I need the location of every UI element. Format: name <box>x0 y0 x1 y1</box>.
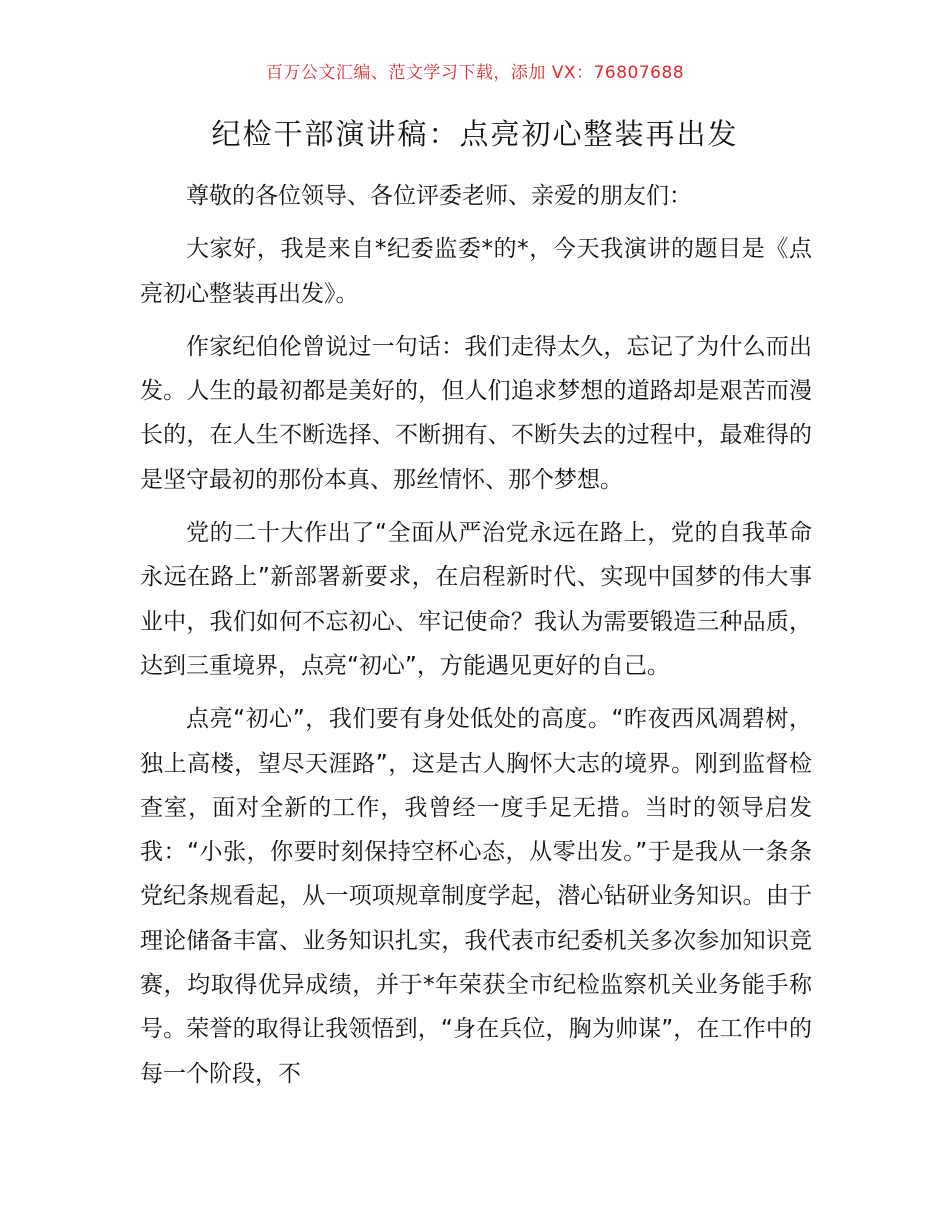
paragraph-quote-gibran: 作家纪伯伦曾说过一句话：我们走得太久，忘记了为什么而出发。人生的最初都是美好的，但人们追求梦想的道路却是艰苦而漫长的，在人生不断选择、不断拥有、不断失去的过程中，最难得的是坚守最初的那份本真、那丝情怀、那个梦想。 <box>140 333 812 493</box>
document-title: 纪检干部演讲稿：点亮初心整装再出发 <box>211 117 739 151</box>
paragraph-party-congress: 党的二十大作出了“全面从严治党永远在路上，党的自我革命永远在路上”新部署新要求，在启程新时代、实现中国梦的伟大事业中，我们如何不忘初心、牢记使命？我认为需要锻造三种品质，达到三重境界，点亮“初心”，方能遇见更好的自己。 <box>140 520 812 679</box>
header-watermark-note: 百万公文汇编、范文学习下载，添加 VX：76807688 <box>265 63 685 83</box>
paragraph-first-quality: 点亮“初心”，我们要有身处低处的高度。“昨夜西风凋碧树，独上高楼，望尽天涯路”，这是古人胸怀大志的境界。刚到监督检查室，面对全新的工作，我曾经一度手足无措。当时的领导启发我：“小张，你要时刻保持空杯心态，从零出发。”于是我从一条条党纪条规看起，从一项项规章制度学起，潜心钻研业务知识。由于理论储备丰富、业务知识扎实，我代表市纪委机关多次参加知识竞赛，均取得优异成绩，并于*年荣获全市纪检监察机关业务能手称号。荣誉的取得让我领悟到，“身在兵位，胸为帅谋”，在工作中的每一个阶段，不 <box>140 706 812 1087</box>
paragraph-salutation: 尊敬的各位领导、各位评委老师、亲爱的朋友们： <box>186 183 692 209</box>
paragraph-introduction: 大家好，我是来自*纪委监委*的*，今天我演讲的题目是《点亮初心整装再出发》。 <box>140 236 812 307</box>
document-body <box>140 174 812 1096</box>
